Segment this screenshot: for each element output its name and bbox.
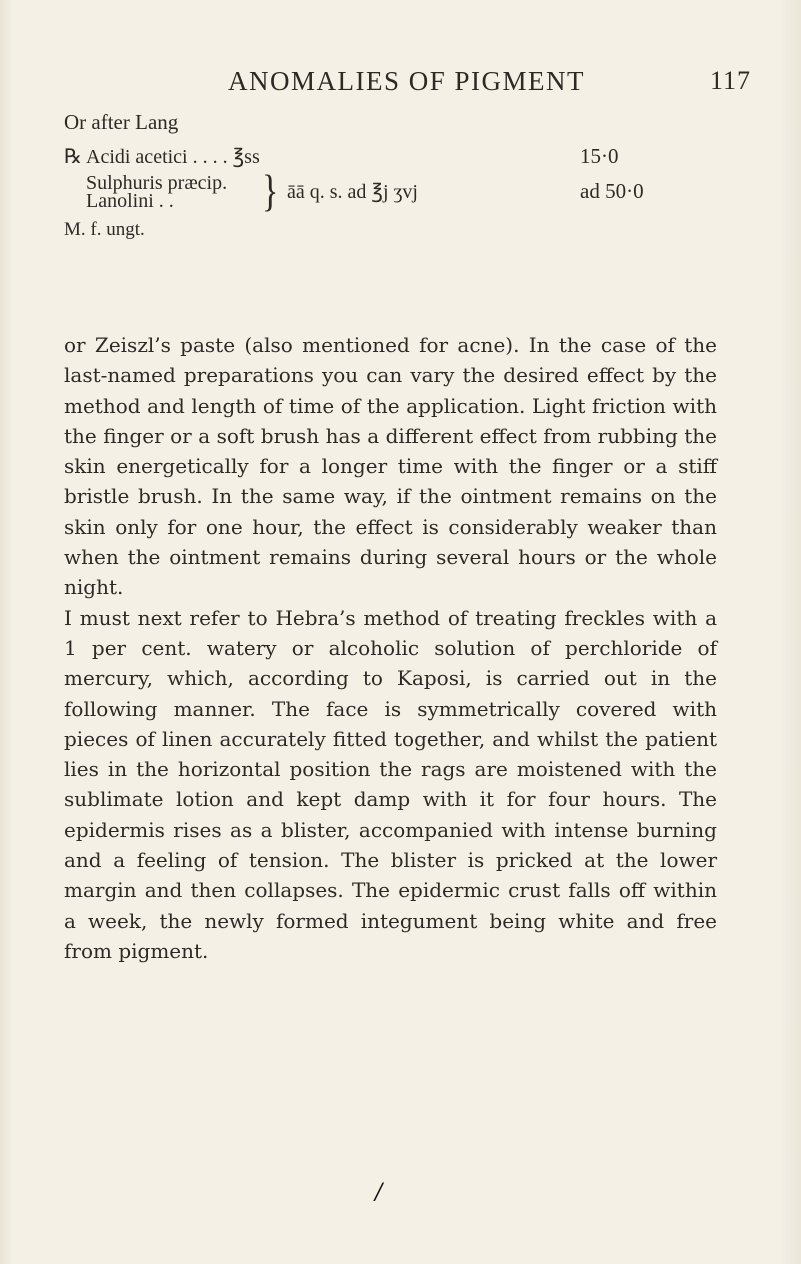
ingredient-text: Sulphuris præcip. xyxy=(86,172,228,194)
metric-amount: ad 50·0 xyxy=(580,179,644,203)
recipe-symbol: ℞ xyxy=(64,146,82,168)
ingredient-text: Lanolini . . xyxy=(86,190,174,212)
paragraph: or Zeiszl’s paste (also mentioned for acne). In the case of the last-named preparations you can vary the desired effect by the method and length of time of the application. Light friction with the finger or a soft brush has a different effect from rubbing the skin energetically for a longer time with the finger or a stiff bristle brush. In the same way, if the ointment remains on the skin only for one hour, the effect is considerably weaker than when the ointment remains during several hours or the whole night. xyxy=(64,333,717,600)
body-text xyxy=(64,330,717,966)
page-header xyxy=(0,66,801,106)
footer-mark: / xyxy=(375,1180,383,1205)
ingredient-text: Acidi acetici . . . . ℥ss xyxy=(86,146,260,168)
running-head: ANOMALIES OF PIGMENT xyxy=(228,66,586,96)
metric-amount: 15·0 xyxy=(580,144,619,168)
paragraph: I must next refer to Hebra’s method of treating freckles with a 1 per cent. watery or alcoholic solution of perchloride of mercury, which, according to Kaposi, is carried out in the following manner. The face is symmetrically covered with pieces of linen accurately fitted together, and whilst the patient lies in the horizontal position the rags are moistened with the sublimate lotion and kept damp with it for four hours. The epidermis rises as a blister, accompanied with intense burning and a feeling of tension. The blister is pricked at the lower margin and then collapses. The epidermic crust falls off within a week, the newly formed integument being white and free from pigment. xyxy=(64,605,717,963)
mix-instruction: āā q. s. ad ℥j ʒvj xyxy=(287,181,418,203)
page-number: 117 xyxy=(710,66,752,95)
prescription-block xyxy=(64,110,714,300)
ingredients-brace: } xyxy=(262,168,279,217)
ointment-signature: M. f. ungt. xyxy=(64,219,145,240)
prescription-intro: Or after Lang xyxy=(64,110,179,134)
